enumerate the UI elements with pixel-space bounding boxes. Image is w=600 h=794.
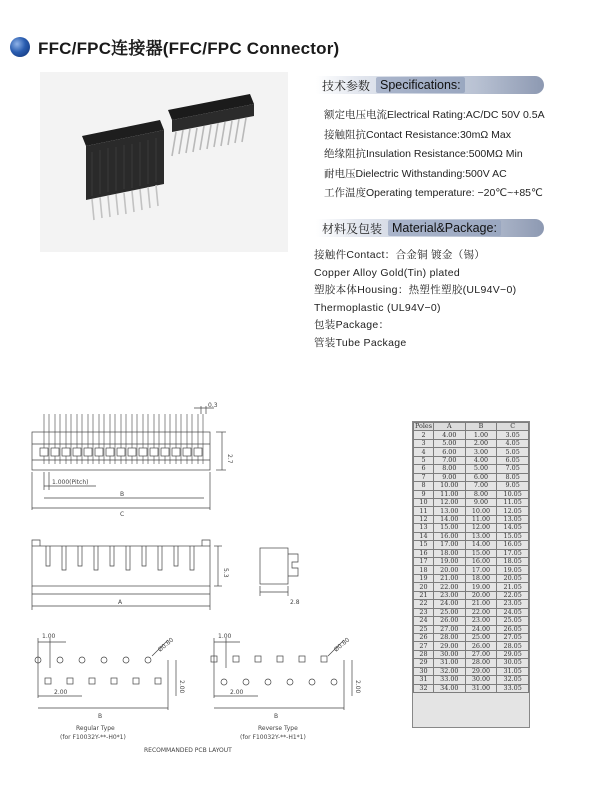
cell-c: 14.05 <box>497 524 529 532</box>
page-header <box>10 34 339 59</box>
cell-b: 9.00 <box>465 498 497 506</box>
regular-type-label: Regular Type <box>76 725 115 732</box>
dim-2-7-label: 2.7 <box>226 454 233 464</box>
cell-b: 12.00 <box>465 524 497 532</box>
cell-a: 34.00 <box>434 684 466 692</box>
table-header-b: B <box>465 423 497 431</box>
cell-c: 33.05 <box>497 684 529 692</box>
specifications-heading <box>316 76 544 94</box>
material-heading-en: Material&Package: <box>388 220 501 236</box>
table-row <box>414 659 529 667</box>
dim-0-3-label: 0.3 <box>208 402 218 409</box>
specifications-heading-zh: 技术参数 <box>322 78 371 93</box>
cell-poles: 26 <box>414 633 434 641</box>
cell-poles: 27 <box>414 642 434 650</box>
dim-2-8-label: 2.8 <box>290 599 300 606</box>
cell-poles: 2 <box>414 431 434 439</box>
cell-b: 18.00 <box>465 574 497 582</box>
cell-c: 17.05 <box>497 549 529 557</box>
dim-5-3-label: 5.3 <box>222 568 229 578</box>
cell-poles: 25 <box>414 625 434 633</box>
table-row <box>414 465 529 473</box>
cell-c: 4.05 <box>497 439 529 447</box>
cell-poles: 14 <box>414 532 434 540</box>
cell-b: 6.00 <box>465 473 497 481</box>
cell-c: 5.05 <box>497 448 529 456</box>
cell-b: 16.00 <box>465 558 497 566</box>
page-title: FFC/FPC连接器(FFC/FPC Connector) <box>38 39 340 58</box>
cell-poles: 8 <box>414 482 434 490</box>
cell-poles: 24 <box>414 617 434 625</box>
cell-b: 23.00 <box>465 617 497 625</box>
cell-b: 25.00 <box>465 633 497 641</box>
cell-b: 14.00 <box>465 541 497 549</box>
cell-c: 26.05 <box>497 625 529 633</box>
cell-a: 30.00 <box>434 650 466 658</box>
table-row <box>414 448 529 456</box>
cell-b: 24.00 <box>465 625 497 633</box>
pcb-regular-b-label: B <box>98 713 103 720</box>
cell-c: 13.05 <box>497 515 529 523</box>
material-housing: 塑胶本体Housing：热塑性塑胶(UL94V−0) <box>314 284 517 296</box>
table-row <box>414 498 529 506</box>
cell-c: 25.05 <box>497 617 529 625</box>
cell-c: 21.05 <box>497 583 529 591</box>
cell-poles: 7 <box>414 473 434 481</box>
cell-c: 31.05 <box>497 667 529 675</box>
cell-b: 10.00 <box>465 507 497 515</box>
pcb-layout-regular <box>35 638 176 710</box>
cell-c: 8.05 <box>497 473 529 481</box>
pcb-regular-pitch-label: 1.00 <box>42 633 56 640</box>
dim-a-label: A <box>118 599 123 606</box>
cell-c: 20.05 <box>497 574 529 582</box>
material-contact: 接触件Contact：合金铜 镀金（锡） <box>314 249 486 261</box>
cell-c: 16.05 <box>497 541 529 549</box>
drawing-side-view <box>260 548 298 596</box>
cell-a: 16.00 <box>434 532 466 540</box>
cell-c: 27.05 <box>497 633 529 641</box>
cell-a: 21.00 <box>434 574 466 582</box>
spec-dielectric-withstanding: 耐电压Dielectric Withstanding:500V AC <box>324 167 507 180</box>
cell-b: 1.00 <box>465 431 497 439</box>
pcb-regular-row-gap-label: 2.00 <box>178 680 185 694</box>
cell-poles: 15 <box>414 541 434 549</box>
cell-b: 8.00 <box>465 490 497 498</box>
cell-a: 18.00 <box>434 549 466 557</box>
cell-b: 17.00 <box>465 566 497 574</box>
cell-b: 5.00 <box>465 465 497 473</box>
dimension-table <box>413 422 529 693</box>
dim-b-label: B <box>120 491 125 498</box>
material-heading <box>316 219 544 237</box>
cell-poles: 30 <box>414 667 434 675</box>
cell-c: 28.05 <box>497 642 529 650</box>
cell-poles: 20 <box>414 583 434 591</box>
cell-c: 6.05 <box>497 456 529 464</box>
cell-c: 23.05 <box>497 600 529 608</box>
reverse-type-label: Reverse Type <box>258 725 298 732</box>
pcb-reverse-hole-label: Ø0.80 <box>332 636 352 654</box>
cell-a: 22.00 <box>434 583 466 591</box>
cell-poles: 9 <box>414 490 434 498</box>
cell-poles: 28 <box>414 650 434 658</box>
pcb-regular-row-pitch-label: 2.00 <box>54 689 68 696</box>
table-row <box>414 482 529 490</box>
cell-poles: 22 <box>414 600 434 608</box>
cell-a: 13.00 <box>434 507 466 515</box>
cell-poles: 29 <box>414 659 434 667</box>
connector-front-image <box>82 120 164 220</box>
cell-c: 9.05 <box>497 482 529 490</box>
cell-c: 15.05 <box>497 532 529 540</box>
connector-back-image <box>168 94 254 156</box>
cell-b: 13.00 <box>465 532 497 540</box>
spec-insulation-resistance: 绝缘阻抗Insulation Resistance:500MΩ Min <box>324 148 523 160</box>
cell-poles: 32 <box>414 684 434 692</box>
package-label: 包装Package： <box>314 319 390 331</box>
cell-a: 32.00 <box>434 667 466 675</box>
cell-b: 30.00 <box>465 676 497 684</box>
table-header-poles: Poles <box>415 422 432 431</box>
cell-a: 11.00 <box>434 490 466 498</box>
pitch-label: 1.000(Pitch) <box>52 479 89 486</box>
table-row <box>414 583 529 591</box>
cell-poles: 21 <box>414 591 434 599</box>
pcb-reverse-b-label: B <box>274 713 279 720</box>
pcb-reverse-row-gap-label: 2.00 <box>354 680 361 694</box>
cell-c: 10.05 <box>497 490 529 498</box>
cell-a: 4.00 <box>434 431 466 439</box>
cell-a: 19.00 <box>434 558 466 566</box>
table-header-a: A <box>434 423 466 431</box>
table-row <box>414 617 529 625</box>
cell-poles: 18 <box>414 566 434 574</box>
cell-b: 26.00 <box>465 642 497 650</box>
cell-a: 26.00 <box>434 617 466 625</box>
table-row <box>414 684 529 692</box>
cell-b: 4.00 <box>465 456 497 464</box>
cell-a: 27.00 <box>434 625 466 633</box>
cell-poles: 10 <box>414 498 434 506</box>
cell-c: 24.05 <box>497 608 529 616</box>
cell-a: 25.00 <box>434 608 466 616</box>
cell-poles: 23 <box>414 608 434 616</box>
cell-poles: 11 <box>414 507 434 515</box>
table-header-c: C <box>497 423 529 431</box>
table-row <box>414 574 529 582</box>
table-row <box>414 524 529 532</box>
cell-a: 10.00 <box>434 482 466 490</box>
drawing-front-view <box>32 540 222 610</box>
cell-a: 5.00 <box>434 439 466 447</box>
cell-a: 12.00 <box>434 498 466 506</box>
cell-poles: 17 <box>414 558 434 566</box>
material-list <box>314 247 516 352</box>
bullet-sphere-icon <box>10 37 30 57</box>
cell-a: 24.00 <box>434 600 466 608</box>
cell-c: 29.05 <box>497 650 529 658</box>
pcb-layout-caption: RECOMMANDED PCB LAYOUT <box>144 747 232 754</box>
cell-a: 20.00 <box>434 566 466 574</box>
drawing-top-view <box>32 406 226 510</box>
dim-c-label: C <box>120 511 125 518</box>
cell-a: 14.00 <box>434 515 466 523</box>
table-row <box>414 439 529 447</box>
technical-drawings <box>18 398 368 758</box>
pcb-reverse-row-pitch-label: 2.00 <box>230 689 244 696</box>
cell-c: 7.05 <box>497 465 529 473</box>
cell-a: 6.00 <box>434 448 466 456</box>
cell-c: 32.05 <box>497 676 529 684</box>
cell-b: 11.00 <box>465 515 497 523</box>
cell-a: 23.00 <box>434 591 466 599</box>
cell-poles: 3 <box>414 439 434 447</box>
cell-poles: 6 <box>414 465 434 473</box>
specifications-heading-en: Specifications: <box>376 77 465 93</box>
table-body <box>414 431 529 693</box>
cell-b: 21.00 <box>465 600 497 608</box>
cell-a: 29.00 <box>434 642 466 650</box>
cell-poles: 13 <box>414 524 434 532</box>
dimension-table-container <box>412 421 530 728</box>
cell-poles: 4 <box>414 448 434 456</box>
spec-operating-temperature: 工作温度Operating temperature: −20℃~+85℃ <box>324 187 543 199</box>
cell-a: 7.00 <box>434 456 466 464</box>
cell-a: 31.00 <box>434 659 466 667</box>
cell-b: 7.00 <box>465 482 497 490</box>
product-photo <box>40 72 288 252</box>
table-row <box>414 633 529 641</box>
specifications-list <box>324 106 545 204</box>
pcb-regular-hole-label: Ø0.80 <box>156 636 176 654</box>
pcb-reverse-pitch-label: 1.00 <box>218 633 232 640</box>
table-row <box>414 541 529 549</box>
reverse-type-code: (for F10032Y-**-H1*1) <box>240 734 306 741</box>
cell-c: 12.05 <box>497 507 529 515</box>
cell-a: 15.00 <box>434 524 466 532</box>
spec-contact-resistance: 接触阻抗Contact Resistance:30mΩ Max <box>324 128 511 141</box>
cell-poles: 5 <box>414 456 434 464</box>
cell-c: 30.05 <box>497 659 529 667</box>
table-row <box>414 676 529 684</box>
cell-b: 27.00 <box>465 650 497 658</box>
cell-c: 3.05 <box>497 431 529 439</box>
cell-b: 2.00 <box>465 439 497 447</box>
table-row <box>414 600 529 608</box>
cell-c: 11.05 <box>497 498 529 506</box>
cell-b: 3.00 <box>465 448 497 456</box>
cell-poles: 19 <box>414 574 434 582</box>
cell-b: 31.00 <box>465 684 497 692</box>
cell-a: 33.00 <box>434 676 466 684</box>
cell-poles: 12 <box>414 515 434 523</box>
cell-b: 28.00 <box>465 659 497 667</box>
table-header-row <box>414 423 529 431</box>
regular-type-code: (for F10032Y-**-H0*1) <box>60 734 126 741</box>
cell-b: 29.00 <box>465 667 497 675</box>
cell-poles: 16 <box>414 549 434 557</box>
pcb-layout-reverse <box>211 638 352 710</box>
cell-c: 19.05 <box>497 566 529 574</box>
material-contact-en: Copper Alloy Gold(Tin) plated <box>314 266 461 279</box>
material-housing-en: Thermoplastic (UL94V−0) <box>314 301 441 314</box>
cell-poles: 31 <box>414 676 434 684</box>
package-type: 管装Tube Package <box>314 336 407 349</box>
cell-a: 8.00 <box>434 465 466 473</box>
spec-electrical-rating: 额定电压电流Electrical Rating:AC/DC 50V 0.5A <box>324 109 545 121</box>
cell-c: 18.05 <box>497 558 529 566</box>
table-row <box>414 558 529 566</box>
cell-c: 22.05 <box>497 591 529 599</box>
cell-b: 20.00 <box>465 591 497 599</box>
cell-b: 19.00 <box>465 583 497 591</box>
cell-b: 15.00 <box>465 549 497 557</box>
cell-a: 17.00 <box>434 541 466 549</box>
cell-b: 22.00 <box>465 608 497 616</box>
cell-a: 28.00 <box>434 633 466 641</box>
material-heading-zh: 材料及包装 <box>322 221 383 236</box>
cell-a: 9.00 <box>434 473 466 481</box>
